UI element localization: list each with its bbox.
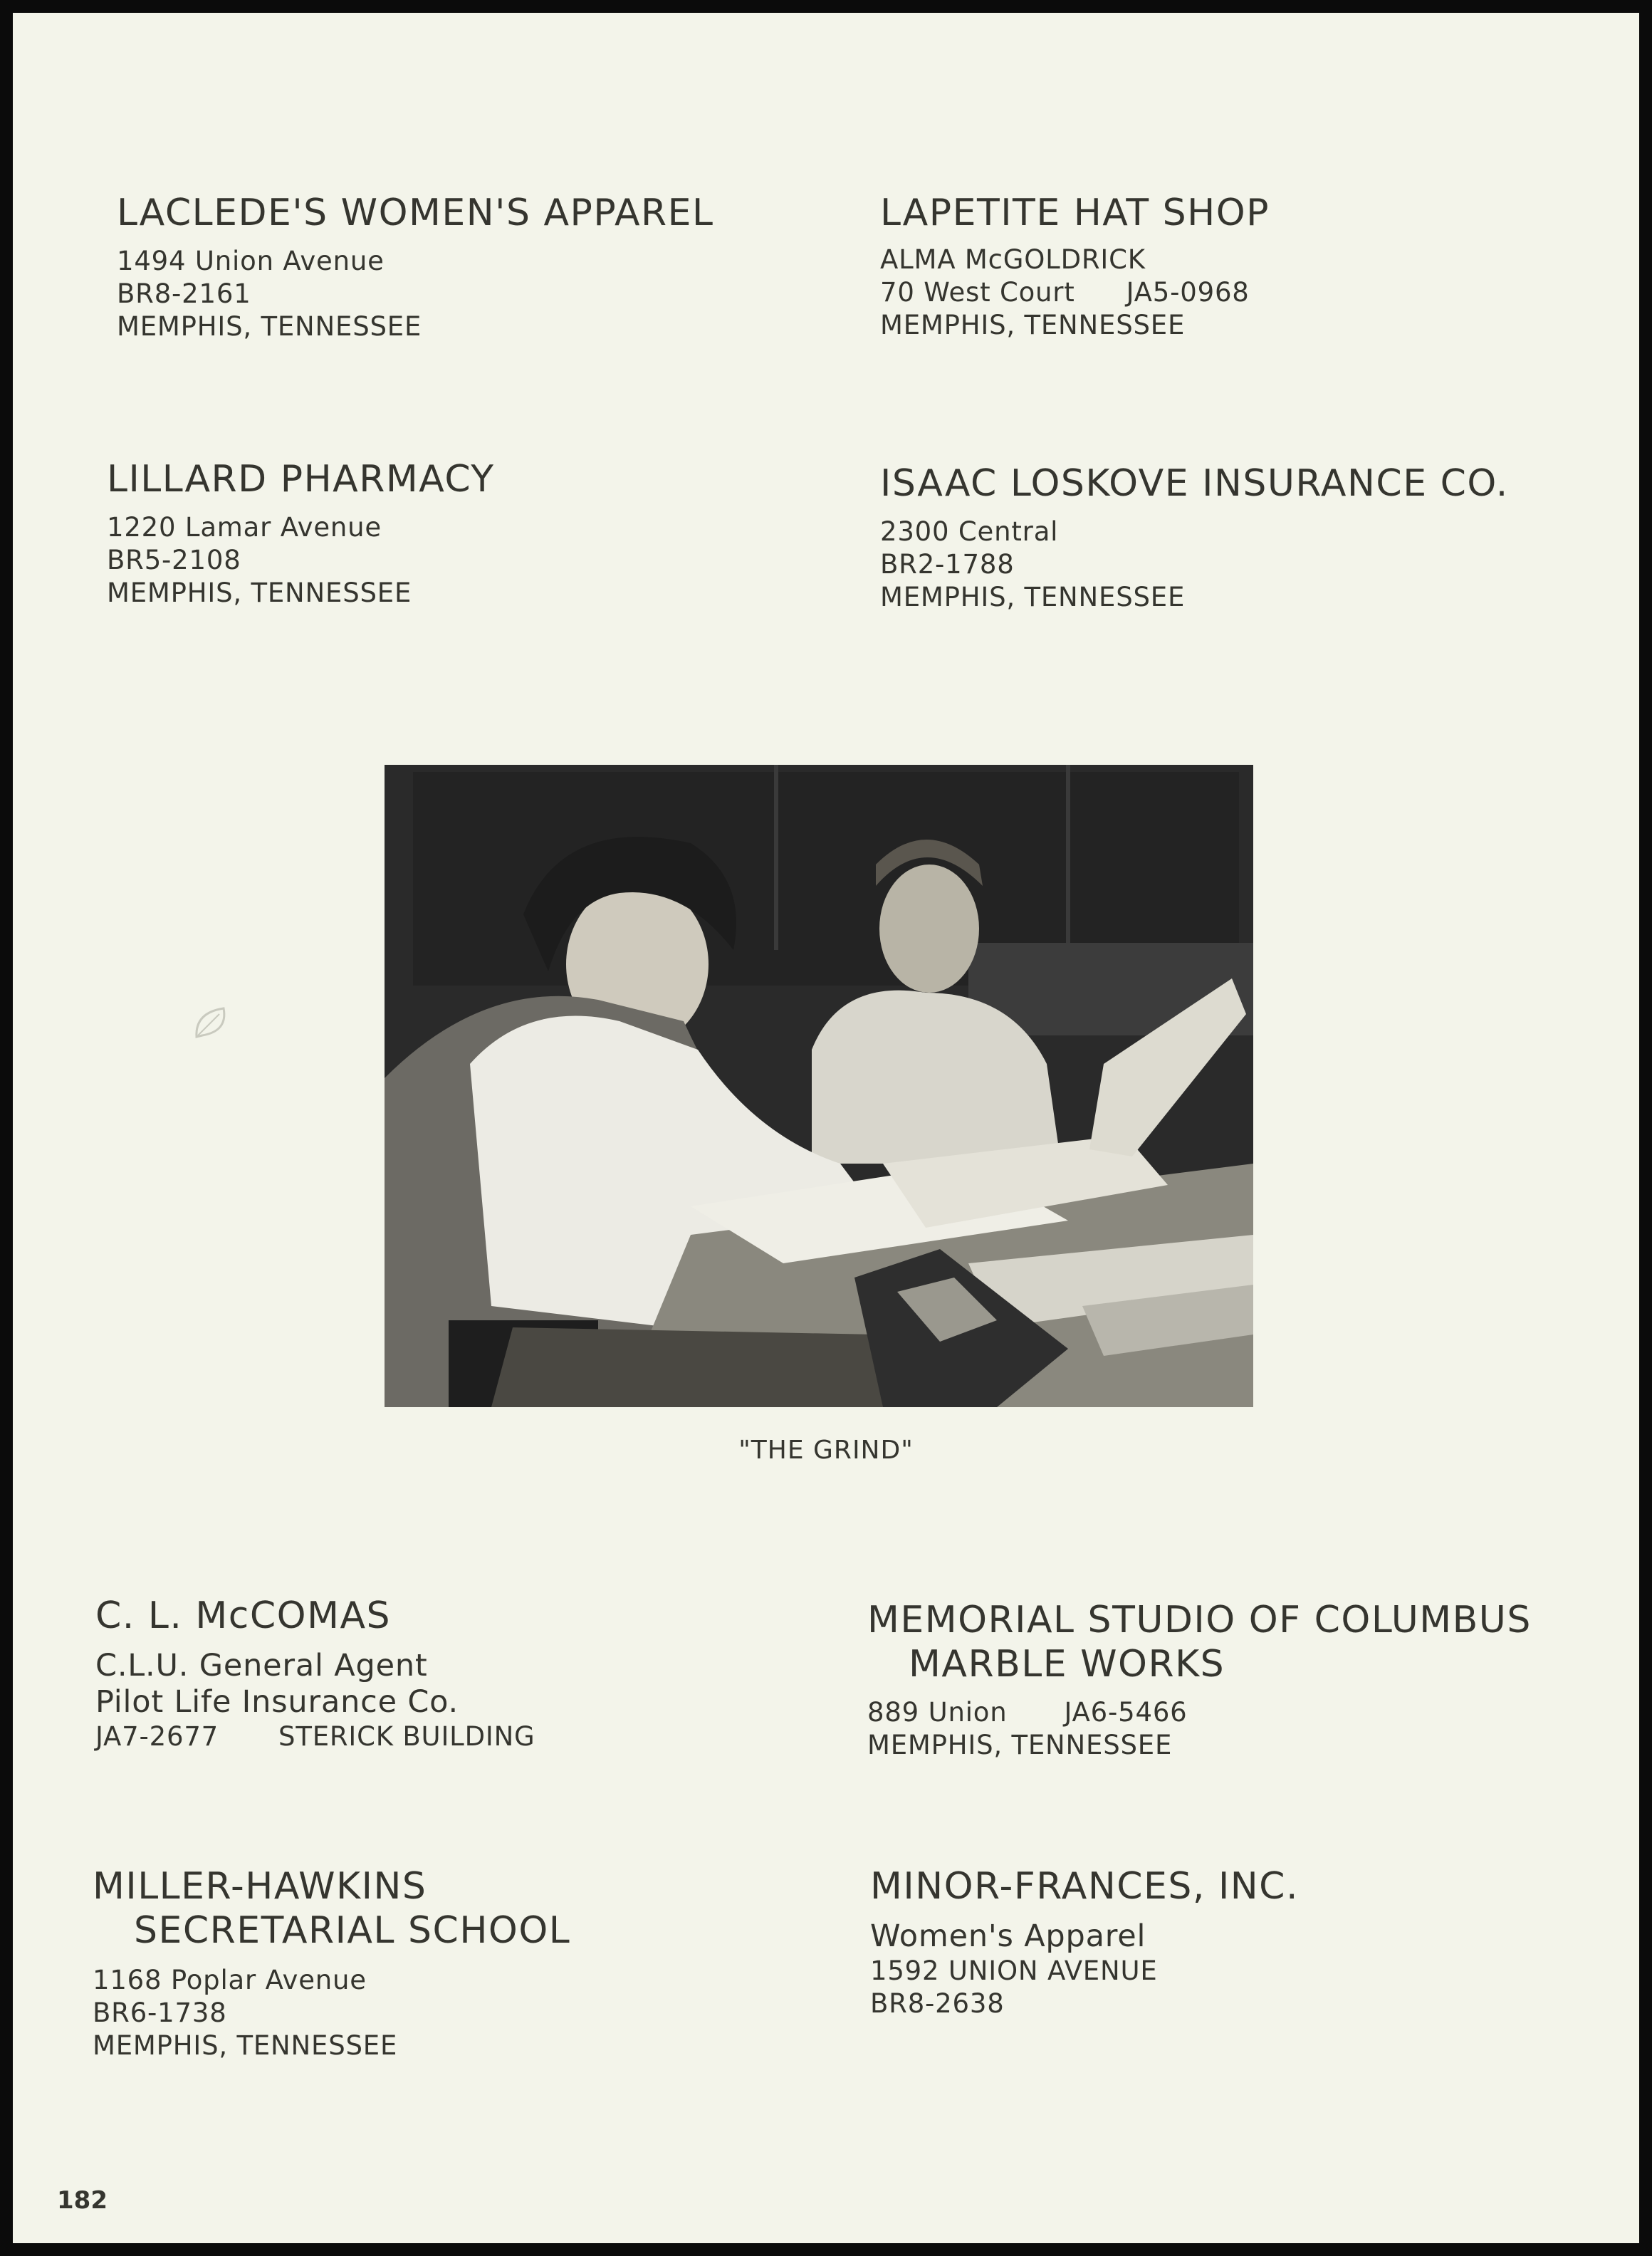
ad-address: 1168 Poplar Avenue	[93, 1965, 367, 1995]
ad-lillard	[107, 457, 495, 610]
ad-address: 1592 UNION AVENUE	[870, 1955, 1158, 1986]
ad-city: MEMPHIS, TENNESSEE	[107, 578, 412, 608]
ad-company: Pilot Life Insurance Co.	[95, 1684, 459, 1720]
ad-city: MEMPHIS, TENNESSEE	[867, 1730, 1173, 1760]
ad-title-continued: MARBLE WORKS	[909, 1643, 1225, 1686]
ad-title: ISAAC LOSKOVE INSURANCE CO.	[880, 462, 1509, 505]
photo-illustration	[385, 765, 1253, 1407]
ad-laclede	[117, 191, 713, 343]
ad-address: 1220 Lamar Avenue	[107, 512, 382, 543]
ad-phone: BR2-1788	[880, 549, 1015, 580]
ad-title-role: C.L.U. General Agent	[95, 1648, 428, 1683]
page-number: 182	[57, 2186, 108, 2215]
leaf-icon	[191, 1003, 231, 1043]
yearbook-page	[13, 13, 1639, 2243]
ad-miller-hawkins	[93, 1864, 570, 2062]
ad-lapetite	[880, 191, 1270, 342]
ad-title: MILLER-HAWKINS	[93, 1865, 427, 1908]
ad-memorial	[867, 1598, 1532, 1762]
ad-address: 2300 Central	[880, 516, 1059, 547]
ad-title-continued: SECRETARIAL SCHOOL	[134, 1909, 571, 1952]
ad-phone: BR6-1738	[93, 1998, 227, 2028]
ad-city: MEMPHIS, TENNESSEE	[93, 2030, 398, 2061]
photo-caption: "THE GRIND"	[738, 1436, 914, 1465]
ad-title: LACLEDE'S WOMEN'S APPAREL	[117, 192, 714, 234]
ad-address: 1494 Union Avenue	[117, 246, 385, 276]
ad-mccomas	[95, 1594, 535, 1753]
ad-phone: BR5-2108	[107, 545, 241, 575]
ad-address-line	[880, 276, 1270, 309]
ad-address-line	[867, 1696, 1532, 1729]
ad-phone: JA6-5466	[1064, 1697, 1188, 1728]
ad-phone: JA5-0968	[1126, 277, 1250, 308]
ad-phone: JA7-2677	[95, 1721, 219, 1752]
ad-title: MEMORIAL STUDIO OF COLUMBUS	[867, 1599, 1532, 1641]
ad-phone: BR8-2161	[117, 278, 251, 309]
ad-address: 889 Union	[867, 1697, 1008, 1728]
ad-title: LAPETITE HAT SHOP	[880, 192, 1270, 234]
ad-building: STERICK BUILDING	[278, 1721, 535, 1752]
ad-address: 70 West Court	[880, 277, 1075, 308]
ad-city: MEMPHIS, TENNESSEE	[117, 311, 422, 342]
ad-phone-line	[95, 1720, 535, 1753]
ad-proprietor: ALMA McGOLDRICK	[880, 244, 1146, 275]
ad-title: C. L. McCOMAS	[95, 1594, 392, 1637]
ad-title: MINOR-FRANCES, INC.	[870, 1865, 1300, 1908]
ad-description: Women's Apparel	[870, 1918, 1146, 1954]
photo-students-studying	[385, 765, 1253, 1407]
ad-minor-frances	[870, 1864, 1299, 2020]
ad-city: MEMPHIS, TENNESSEE	[880, 582, 1186, 612]
ad-phone: BR8-2638	[870, 1988, 1005, 2019]
ad-title: LILLARD PHARMACY	[107, 458, 495, 501]
ad-loskove	[880, 461, 1509, 614]
ad-city: MEMPHIS, TENNESSEE	[880, 310, 1186, 340]
